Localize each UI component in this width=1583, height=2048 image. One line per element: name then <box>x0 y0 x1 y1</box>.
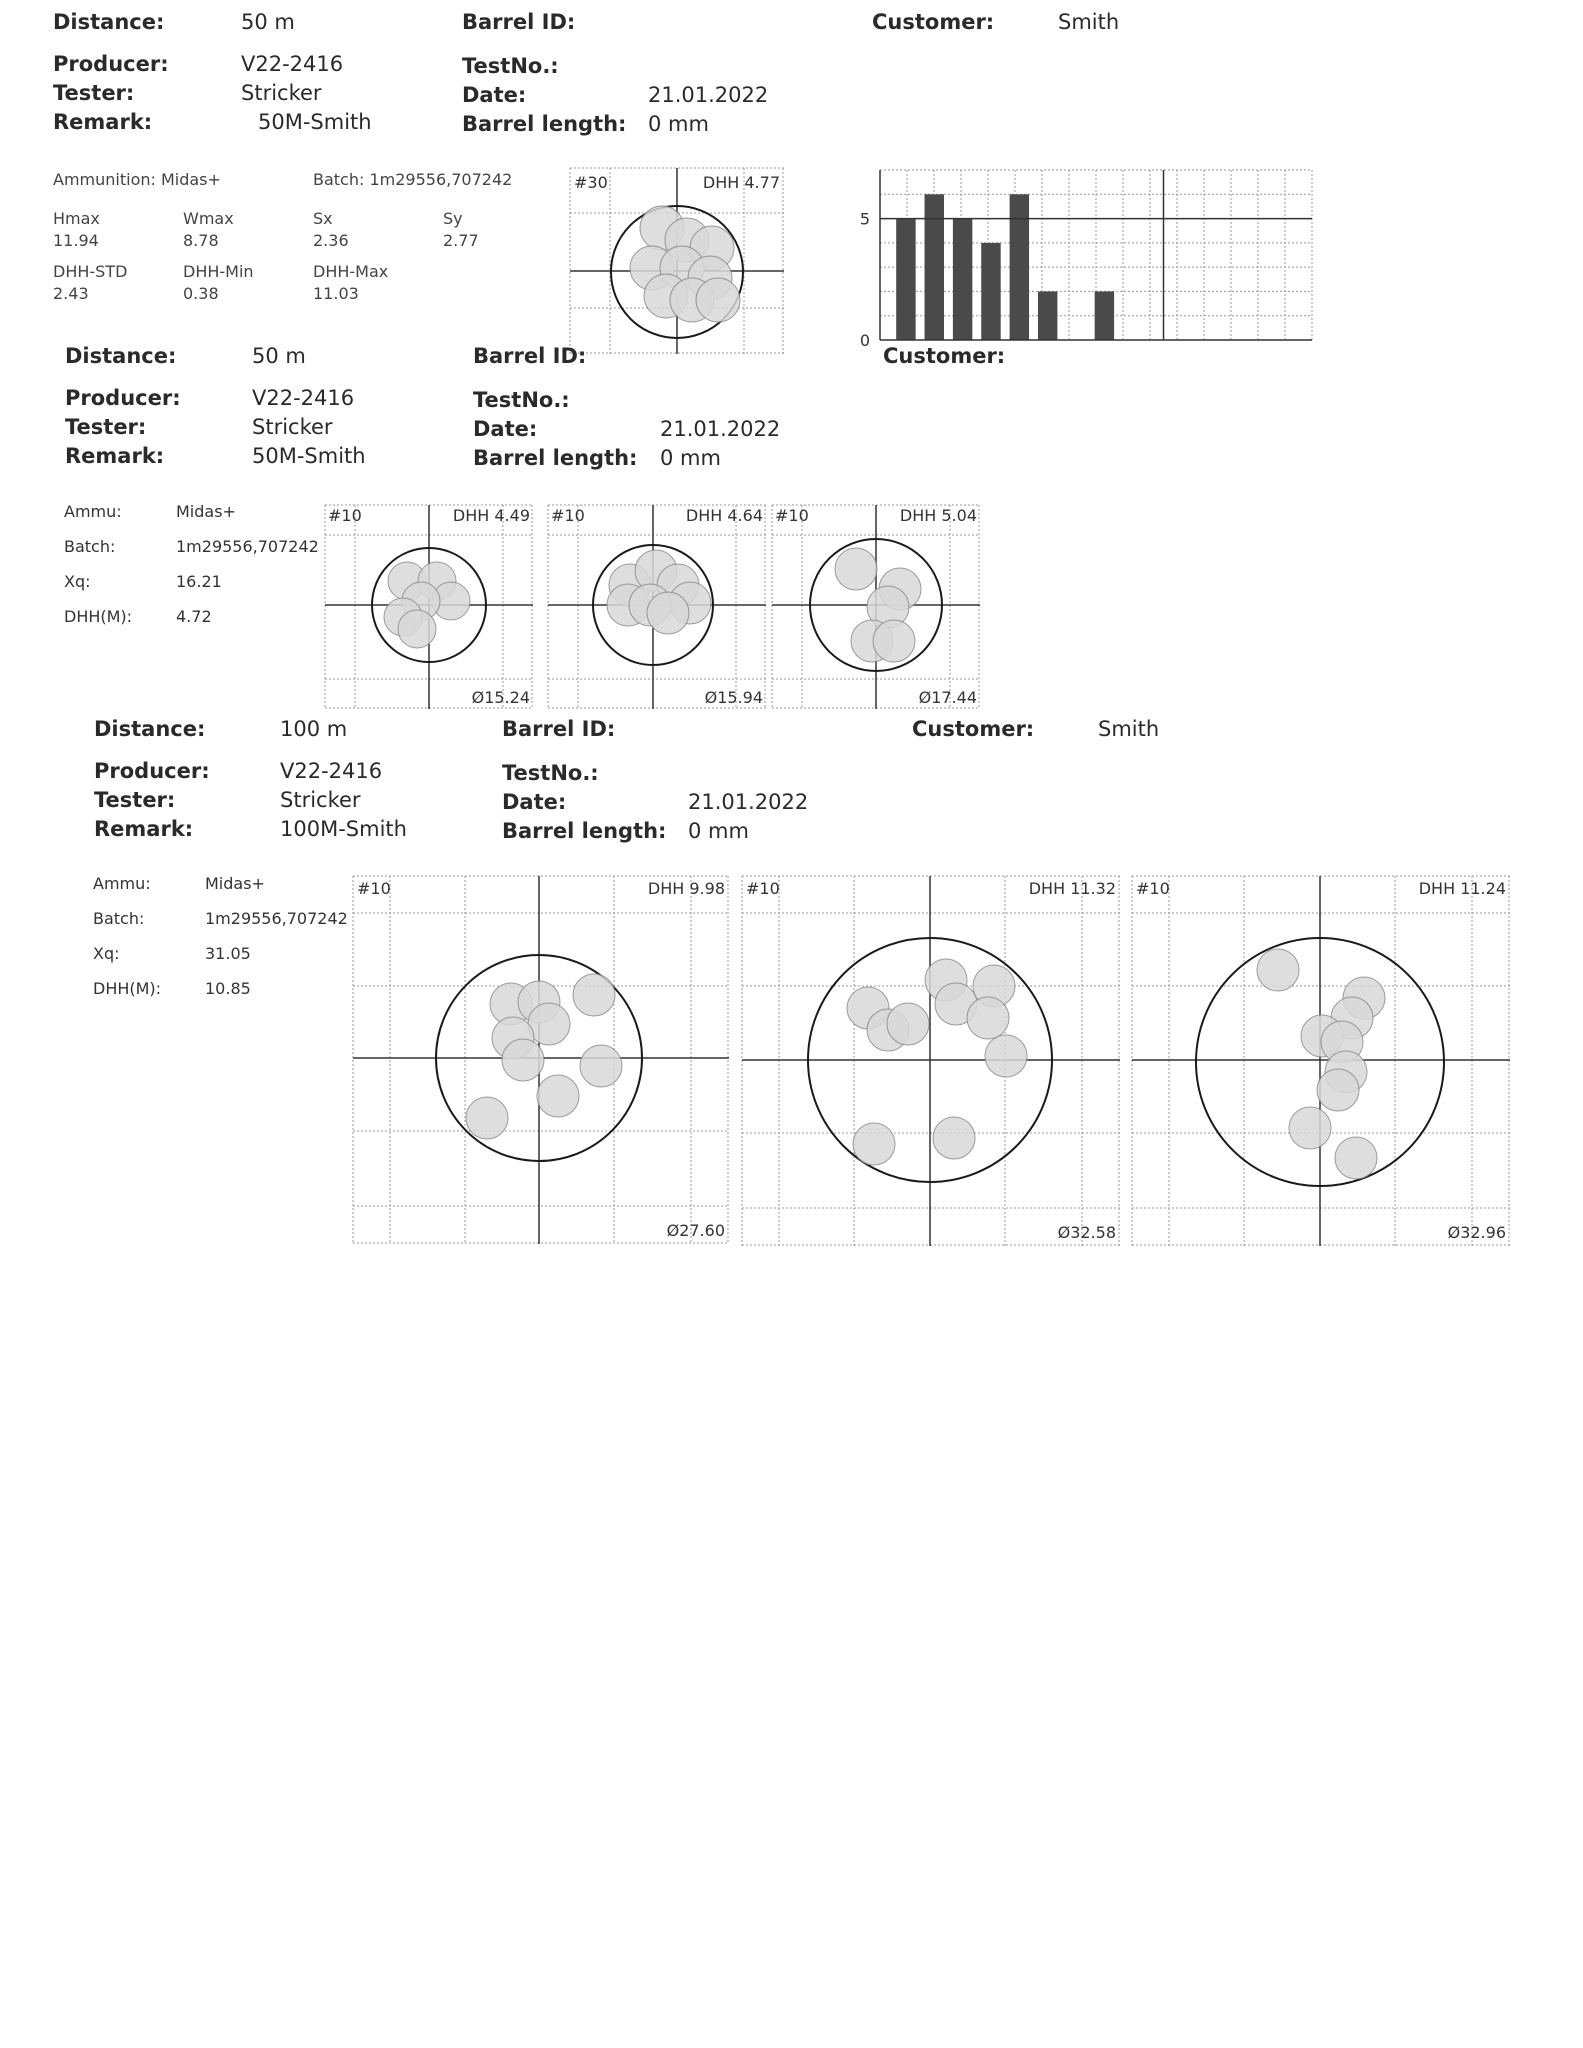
sy-value: 2.77 <box>443 231 479 250</box>
target-dhh: DHH 11.24 <box>1418 879 1506 898</box>
target-shot-count: #10 <box>551 506 585 525</box>
xq-value: 16.21 <box>176 572 222 591</box>
ammu-value: Midas+ <box>205 874 265 893</box>
customer-label: Customer: <box>872 10 995 34</box>
target-plot-1 <box>353 876 729 1244</box>
customer-value: Smith <box>1098 717 1160 741</box>
y-tick-label: 0 <box>859 331 870 350</box>
target-dhh: DHH 4.77 <box>702 173 780 192</box>
producer-label: Producer: <box>53 52 169 76</box>
target-plot-2 <box>742 876 1120 1246</box>
target-diameter: Ø32.58 <box>1057 1223 1116 1242</box>
testno-label: TestNo.: <box>502 761 599 785</box>
dhh-std-label: DHH-STD <box>53 262 128 281</box>
customer-value: Smith <box>1058 10 1120 34</box>
dhh-m-label: DHH(M): <box>64 607 133 626</box>
producer-label: Producer: <box>65 386 181 410</box>
barrel-id-label: Barrel ID: <box>473 344 587 368</box>
batch-label: Batch: <box>93 909 145 928</box>
target-dhh: DHH 5.04 <box>899 506 977 525</box>
customer-label: Customer: <box>883 344 1006 368</box>
histogram-bar <box>925 194 944 340</box>
tester-value: Stricker <box>241 81 322 105</box>
barrel-id-label: Barrel ID: <box>502 717 616 741</box>
target-shot-count: #10 <box>1136 879 1170 898</box>
remark-value: 100M-Smith <box>280 817 407 841</box>
sy-label: Sy <box>443 209 463 228</box>
target-diameter: Ø27.60 <box>666 1221 725 1240</box>
producer-value: V22-2416 <box>241 52 344 76</box>
target-plot-3 <box>1132 876 1510 1246</box>
target-shot-count: #10 <box>357 879 391 898</box>
testno-label: TestNo.: <box>473 388 570 412</box>
target-plot-1 <box>325 505 533 709</box>
sx-value: 2.36 <box>313 231 349 250</box>
testno-label: TestNo.: <box>462 54 559 78</box>
date-label: Date: <box>462 83 527 107</box>
target-diameter: Ø15.24 <box>471 688 530 707</box>
remark-label: Remark: <box>94 817 194 841</box>
barrel-length-label: Barrel length: <box>502 819 667 843</box>
batch-text: Batch: 1m29556,707242 <box>313 170 513 189</box>
ammu-value: Midas+ <box>176 502 236 521</box>
histogram-bar <box>1010 194 1029 340</box>
dhh-max-value: 11.03 <box>313 284 359 303</box>
tester-value: Stricker <box>252 415 333 439</box>
batch-value: 1m29556,707242 <box>205 909 348 928</box>
dhh-m-value: 10.85 <box>205 979 251 998</box>
target-dhh: DHH 4.64 <box>685 506 763 525</box>
producer-value: V22-2416 <box>280 759 383 783</box>
target-plot <box>570 168 784 354</box>
dhh-std-value: 2.43 <box>53 284 89 303</box>
ammunition-text: Ammunition: Midas+ <box>53 170 221 189</box>
tester-label: Tester: <box>94 788 176 812</box>
ammu-label: Ammu: <box>64 502 122 521</box>
target-shot-count: #30 <box>574 173 608 192</box>
distance-label: Distance: <box>65 344 177 368</box>
ammu-label: Ammu: <box>93 874 151 893</box>
histogram-bar <box>896 219 915 340</box>
dhh-m-value: 4.72 <box>176 607 212 626</box>
xq-label: Xq: <box>93 944 120 963</box>
remark-label: Remark: <box>65 444 165 468</box>
producer-value: V22-2416 <box>252 386 355 410</box>
target-dhh: DHH 4.49 <box>452 506 530 525</box>
xq-label: Xq: <box>64 572 91 591</box>
target-plot-2 <box>548 505 766 709</box>
distance-value: 50 m <box>252 344 306 368</box>
date-label: Date: <box>502 790 567 814</box>
date-label: Date: <box>473 417 538 441</box>
target-diameter: Ø32.96 <box>1447 1223 1506 1242</box>
target-dhh: DHH 9.98 <box>647 879 725 898</box>
target-diameter: Ø17.44 <box>918 688 977 707</box>
histogram-bar <box>981 243 1000 340</box>
histogram-bar <box>953 219 972 340</box>
remark-label: Remark: <box>53 110 153 134</box>
tester-value: Stricker <box>280 788 361 812</box>
tester-label: Tester: <box>53 81 135 105</box>
target-shot-count: #10 <box>775 506 809 525</box>
hmax-label: Hmax <box>53 209 100 228</box>
date-value: 21.01.2022 <box>688 790 809 814</box>
dhh-max-label: DHH-Max <box>313 262 389 281</box>
target-shot-count: #10 <box>746 879 780 898</box>
distance-label: Distance: <box>53 10 165 34</box>
barrel-length-label: Barrel length: <box>462 112 627 136</box>
distance-value: 100 m <box>280 717 348 741</box>
xq-value: 31.05 <box>205 944 251 963</box>
target-plot-3 <box>772 505 980 709</box>
wmax-value: 8.78 <box>183 231 219 250</box>
target-shot-count: #10 <box>328 506 362 525</box>
dhh-histogram-chart <box>840 168 1320 354</box>
dhh-min-value: 0.38 <box>183 284 219 303</box>
histogram-bar <box>1095 291 1114 340</box>
customer-label: Customer: <box>912 717 1035 741</box>
wmax-label: Wmax <box>183 209 234 228</box>
histogram-bar <box>1038 291 1057 340</box>
barrel-id-label: Barrel ID: <box>462 10 576 34</box>
barrel-length-label: Barrel length: <box>473 446 638 470</box>
tester-label: Tester: <box>65 415 147 439</box>
distance-value: 50 m <box>241 10 295 34</box>
producer-label: Producer: <box>94 759 210 783</box>
barrel-length-value: 0 mm <box>648 112 709 136</box>
y-tick-label: 5 <box>859 209 870 229</box>
barrel-length-value: 0 mm <box>660 446 721 470</box>
barrel-length-value: 0 mm <box>688 819 749 843</box>
date-value: 21.01.2022 <box>648 83 769 107</box>
target-diameter: Ø15.94 <box>704 688 763 707</box>
remark-value: 50M-Smith <box>258 110 372 134</box>
batch-label: Batch: <box>64 537 116 556</box>
remark-value: 50M-Smith <box>252 444 366 468</box>
sx-label: Sx <box>313 209 333 228</box>
dhh-m-label: DHH(M): <box>93 979 162 998</box>
dhh-min-label: DHH-Min <box>183 262 254 281</box>
hmax-value: 11.94 <box>53 231 99 250</box>
batch-value: 1m29556,707242 <box>176 537 319 556</box>
target-dhh: DHH 11.32 <box>1028 879 1116 898</box>
date-value: 21.01.2022 <box>660 417 781 441</box>
distance-label: Distance: <box>94 717 206 741</box>
